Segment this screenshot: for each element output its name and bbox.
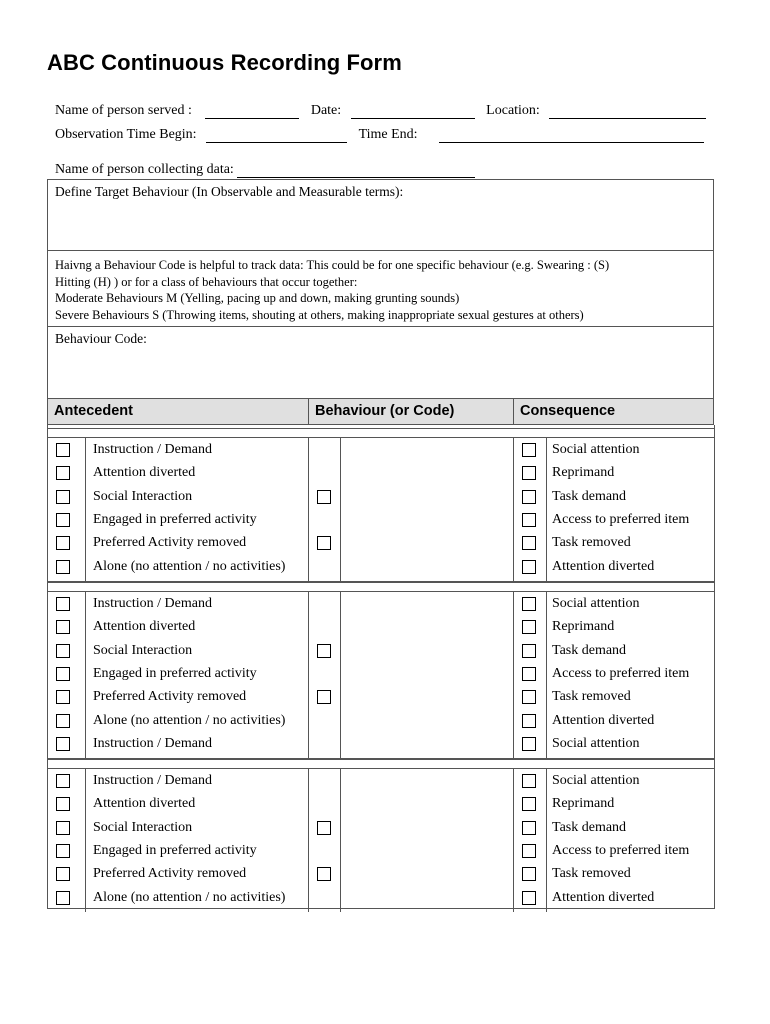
column-divider [308,591,309,758]
target-behaviour-label: Define Target Behaviour (In Observable and Measurable terms): [55,184,404,199]
consequence-checkbox[interactable] [522,891,536,905]
behaviour-checkbox[interactable] [317,536,331,550]
antecedent-label: Instruction / Demand [93,596,212,611]
antecedent-label: Preferred Activity removed [93,866,247,882]
consequence-checkbox[interactable] [522,844,536,858]
antecedent-checkbox[interactable] [56,667,70,681]
block-divider [47,759,714,760]
antecedent-checkbox[interactable] [56,490,70,504]
behaviour-header: Behaviour (or Code) [308,398,514,425]
block-divider [47,428,714,429]
column-divider [546,591,547,758]
antecedent-checkbox[interactable] [56,536,70,550]
consequence-label: Reprimand [552,796,615,812]
consequence-checkbox[interactable] [522,737,536,751]
antecedent-label: Engaged in preferred activity [93,511,257,527]
name-served-label: Name of person served : [55,103,192,118]
column-divider [546,768,547,912]
collector-label: Name of person collecting data: [55,162,234,177]
target-behaviour-box[interactable] [47,179,714,251]
consequence-label: Task demand [552,642,627,658]
antecedent-checkbox[interactable] [56,891,70,905]
consequence-checkbox[interactable] [522,490,536,504]
consequence-label: Task removed [552,535,631,551]
antecedent-label: Attention diverted [93,465,196,481]
antecedent-checkbox[interactable] [56,844,70,858]
behaviour-code-label: Behaviour Code: [55,331,147,346]
block-divider [47,582,714,583]
grid-bottom-border [47,908,714,909]
time-end-label: Time End: [358,127,418,142]
antecedent-checkbox[interactable] [56,867,70,881]
header-row-1 [55,103,706,119]
column-divider [513,591,514,758]
obs-begin-field[interactable] [206,128,347,143]
behaviour-checkbox[interactable] [317,490,331,504]
consequence-checkbox[interactable] [522,797,536,811]
antecedent-checkbox[interactable] [56,513,70,527]
consequence-checkbox[interactable] [522,821,536,835]
consequence-checkbox[interactable] [522,513,536,527]
behaviour-code-info-box [47,250,714,327]
antecedent-checkbox[interactable] [56,737,70,751]
antecedent-label: Instruction / Demand [93,773,212,788]
column-divider [513,768,514,912]
consequence-checkbox[interactable] [522,560,536,574]
consequence-checkbox[interactable] [522,443,536,457]
column-divider [340,437,341,581]
consequence-checkbox[interactable] [522,466,536,480]
antecedent-label: Instruction / Demand [93,735,212,751]
date-field[interactable] [351,104,475,119]
column-divider [85,591,86,758]
date-label: Date: [310,103,342,118]
column-divider [513,437,514,581]
antecedent-label: Preferred Activity removed [93,535,247,551]
grid-left-border [47,425,48,908]
consequence-label: Reprimand [552,465,615,481]
block-top-line [47,768,714,769]
code-info-text [55,257,609,323]
antecedent-header: Antecedent [47,398,309,425]
antecedent-checkbox[interactable] [56,714,70,728]
code-info-line: Hitting (H) ) or for a class of behaviours that occur together: [55,274,358,289]
antecedent-label: Social Interaction [93,488,193,504]
column-divider [340,591,341,758]
consequence-label: Attention diverted [552,558,655,574]
header-row-3 [55,162,475,178]
antecedent-checkbox[interactable] [56,620,70,634]
antecedent-checkbox[interactable] [56,690,70,704]
consequence-checkbox[interactable] [522,620,536,634]
antecedent-label: Alone (no attention / no activities) [93,558,286,574]
code-info-line: Haivng a Behaviour Code is helpful to track data: This could be for one specific behaviour (e.g. Swearing : (S) [55,258,610,272]
antecedent-label: Alone (no attention / no activities) [93,712,286,728]
behaviour-checkbox[interactable] [317,867,331,881]
header-row-2 [55,127,704,143]
consequence-label: Social attention [552,442,640,457]
consequence-checkbox[interactable] [522,536,536,550]
consequence-label: Social attention [552,773,640,788]
antecedent-checkbox[interactable] [56,443,70,457]
antecedent-label: Attention diverted [93,796,196,812]
consequence-checkbox[interactable] [522,867,536,881]
antecedent-checkbox[interactable] [56,821,70,835]
antecedent-label: Instruction / Demand [93,442,212,457]
grid-right-border [714,425,715,909]
antecedent-checkbox[interactable] [56,774,70,788]
antecedent-label: Engaged in preferred activity [93,842,257,858]
code-info-line: Severe Behaviours S (Throwing items, shouting at others, making inappropriate sexual gestures at others) [55,307,584,322]
consequence-checkbox[interactable] [522,690,536,704]
column-divider [546,437,547,581]
time-end-field[interactable] [439,128,704,143]
code-info-line: Moderate Behaviours M (Yelling, pacing up and down, making grunting sounds) [55,291,460,305]
column-divider [85,768,86,912]
consequence-label: Task demand [552,819,627,835]
antecedent-checkbox[interactable] [56,644,70,658]
location-field[interactable] [549,104,706,119]
consequence-checkbox[interactable] [522,714,536,728]
form-title: ABC Continuous Recording Form [47,50,402,75]
consequence-checkbox[interactable] [522,644,536,658]
consequence-label: Social attention [552,596,640,611]
antecedent-label: Social Interaction [93,642,193,658]
consequence-checkbox[interactable] [522,667,536,681]
column-divider [308,768,309,912]
consequence-label: Access to preferred item [552,511,690,527]
consequence-label: Task removed [552,866,631,882]
antecedent-checkbox[interactable] [56,466,70,480]
consequence-label: Access to preferred item [552,665,690,681]
name-served-field[interactable] [205,104,299,119]
block-top-line [47,591,714,592]
antecedent-checkbox[interactable] [56,597,70,611]
antecedent-label: Social Interaction [93,819,193,835]
consequence-label: Attention diverted [552,712,655,728]
column-divider [85,437,86,581]
consequence-header: Consequence [513,398,714,425]
behaviour-code-box[interactable] [47,326,714,399]
antecedent-checkbox[interactable] [56,797,70,811]
block-top-line [47,437,714,438]
consequence-checkbox[interactable] [522,774,536,788]
consequence-label: Attention diverted [552,889,655,905]
antecedent-checkbox[interactable] [56,560,70,574]
behaviour-checkbox[interactable] [317,644,331,658]
column-divider [308,437,309,581]
consequence-label: Reprimand [552,619,615,635]
antecedent-label: Engaged in preferred activity [93,665,257,681]
behaviour-checkbox[interactable] [317,821,331,835]
consequence-label: Task removed [552,689,631,705]
consequence-label: Social attention [552,735,640,751]
antecedent-label: Attention diverted [93,619,196,635]
collector-field[interactable] [237,163,475,178]
obs-begin-label: Observation Time Begin: [55,127,197,142]
column-divider [340,768,341,912]
consequence-label: Task demand [552,488,627,504]
location-label: Location: [486,103,540,118]
consequence-checkbox[interactable] [522,597,536,611]
consequence-label: Access to preferred item [552,842,690,858]
antecedent-label: Preferred Activity removed [93,689,247,705]
antecedent-label: Alone (no attention / no activities) [93,889,286,905]
behaviour-checkbox[interactable] [317,690,331,704]
